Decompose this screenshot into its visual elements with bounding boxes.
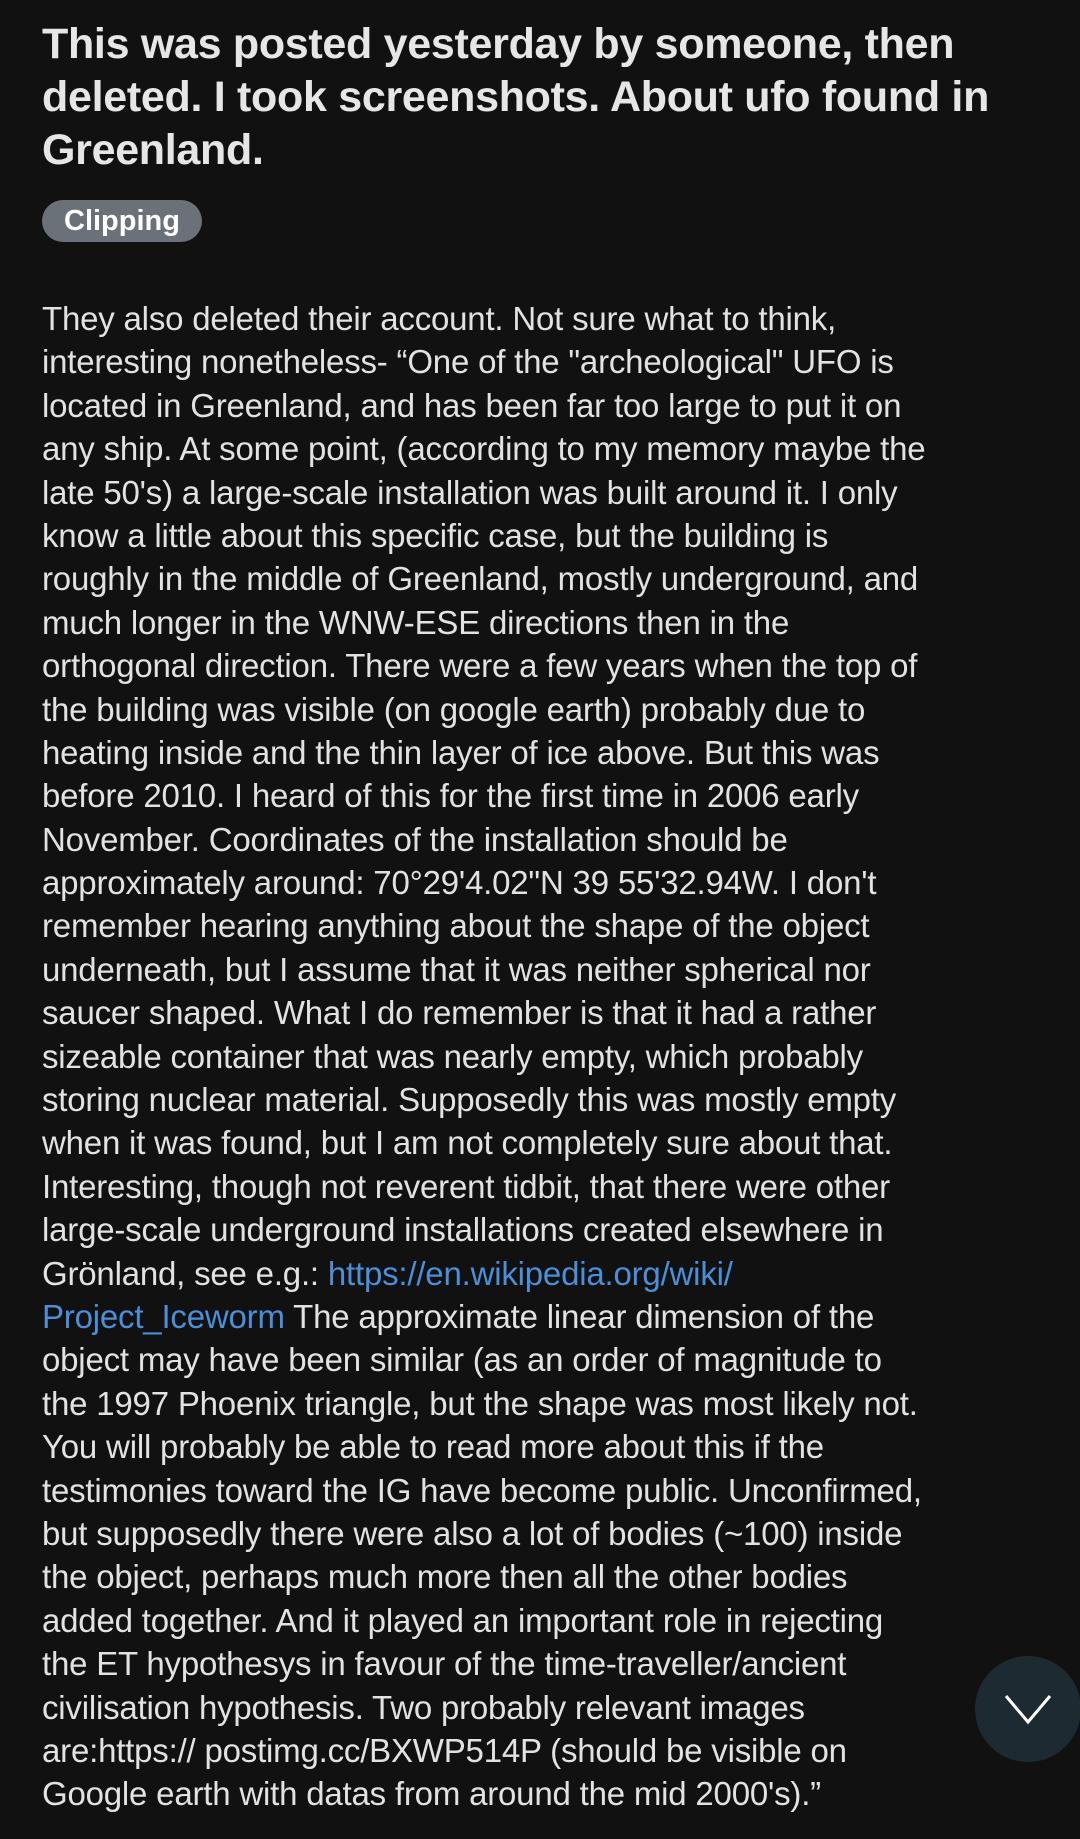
body-line (42, 818, 1072, 861)
body-line (42, 644, 1072, 687)
body-text: much longer in the WNW-ESE directions then in the (42, 603, 790, 641)
body-line (42, 731, 1072, 774)
body-line (42, 340, 1072, 383)
body-text: They also deleted their account. Not sure what to think, (42, 300, 837, 337)
body-line (42, 1035, 1072, 1078)
body-text: roughly in the middle of Greenland, mostly underground, and (42, 560, 919, 598)
body-line (42, 557, 1072, 600)
body-line (42, 1425, 1072, 1468)
body-text: Interesting, though not reverent tidbit, that there were other (42, 1167, 890, 1205)
body-line (42, 1295, 1072, 1338)
body-line (42, 774, 1072, 817)
body-line (42, 601, 1072, 644)
body-text: Google earth with datas from around the mid 2000's).” (42, 1775, 821, 1813)
body-text: but supposedly there were also a lot of bodies (~100) inside (42, 1514, 903, 1552)
body-line (42, 1208, 1072, 1251)
body-text: the object, perhaps much more then all the other bodies (42, 1558, 848, 1596)
body-text: You will probably be able to read more about this if the (42, 1428, 824, 1466)
body-line (42, 471, 1072, 514)
title-line: This was posted yesterday by someone, then (42, 20, 955, 68)
title-line: Greenland. (42, 126, 264, 174)
body-line (42, 1512, 1072, 1555)
post (42, 0, 1072, 1816)
body-line (42, 1729, 1072, 1772)
flair-badge[interactable]: Clipping (42, 200, 202, 242)
body-line (42, 861, 1072, 904)
body-text: any ship. At some point, (according to my memory maybe the (42, 430, 926, 468)
wikipedia-link[interactable]: https://en.wikipedia.org/wiki/ (327, 1254, 733, 1292)
body-text: before 2010. I heard of this for the first time in 2006 early (42, 777, 859, 815)
body-line (42, 1165, 1072, 1208)
title-line: deleted. I took screenshots. About ufo found in (42, 73, 990, 121)
body-text: The approximate linear dimension of the (284, 1297, 875, 1335)
body-text: orthogonal direction. There were a few years when the top of (42, 647, 918, 685)
scroll-down-button[interactable] (975, 1656, 1080, 1762)
body-text: the ET hypothesys in favour of the time-traveller/ancient (42, 1645, 847, 1683)
body-line (42, 1121, 1072, 1164)
body-line (42, 1382, 1072, 1425)
body-text: saucer shaped. What I do remember is that it had a rather (42, 994, 877, 1032)
body-text: Grönland, see e.g.: (42, 1254, 328, 1292)
body-line (42, 688, 1072, 731)
body-text: object may have been similar (as an order of magnitude to (42, 1341, 882, 1379)
body-line (42, 427, 1072, 470)
body-text: interesting nonetheless- “One of the "archeological" UFO is (42, 343, 894, 381)
body-line (42, 384, 1072, 427)
body-text: approximately around: 70°29'4.02"N 39 55'32.94W. I don't (42, 864, 877, 902)
body-line (42, 1686, 1072, 1729)
body-text: storing nuclear material. Supposedly this was mostly empty (42, 1081, 897, 1119)
body-text: added together. And it played an important role in rejecting (42, 1601, 884, 1639)
body-line (42, 297, 1072, 340)
body-text: testimonies toward the IG have become public. Unconfirmed, (42, 1471, 922, 1509)
body-text: civilisation hypothesis. Two probably relevant images (42, 1688, 805, 1726)
body-line (42, 1772, 1072, 1815)
post-body (42, 297, 1072, 1816)
body-text: November. Coordinates of the installation should be (42, 820, 788, 858)
body-line (42, 1599, 1072, 1642)
body-line (42, 514, 1072, 557)
body-line (42, 948, 1072, 991)
body-text: know a little about this specific case, but the building is (42, 516, 829, 554)
body-line (42, 1469, 1072, 1512)
body-line (42, 1555, 1072, 1598)
body-text: remember hearing anything about the shape of the object (42, 907, 870, 945)
body-text: large-scale underground installations created elsewhere in (42, 1211, 884, 1249)
body-line (42, 1642, 1072, 1685)
body-text: heating inside and the thin layer of ice above. But this was (42, 733, 880, 771)
chevron-down-icon (1003, 1692, 1053, 1726)
body-text: underneath, but I assume that it was neither spherical nor (42, 950, 871, 988)
body-text: are:https:// postimg.cc/BXWP514P (should be visible on (42, 1731, 847, 1769)
body-line (42, 1252, 1072, 1295)
body-line (42, 991, 1072, 1034)
body-text: when it was found, but I am not completely sure about that. (42, 1124, 893, 1162)
body-line (42, 1338, 1072, 1381)
body-line (42, 904, 1072, 947)
body-text: late 50's) a large-scale installation was built around it. I only (42, 473, 898, 511)
wikipedia-link[interactable]: Project_Iceworm (42, 1297, 285, 1335)
body-line (42, 1078, 1072, 1121)
body-text: the building was visible (on google earth) probably due to (42, 690, 866, 728)
post-title (42, 18, 1072, 177)
body-text: sizeable container that was nearly empty, which probably (42, 1037, 863, 1075)
body-text: the 1997 Phoenix triangle, but the shape was most likely not. (42, 1384, 918, 1422)
body-text: located in Greenland, and has been far too large to put it on (42, 386, 902, 424)
